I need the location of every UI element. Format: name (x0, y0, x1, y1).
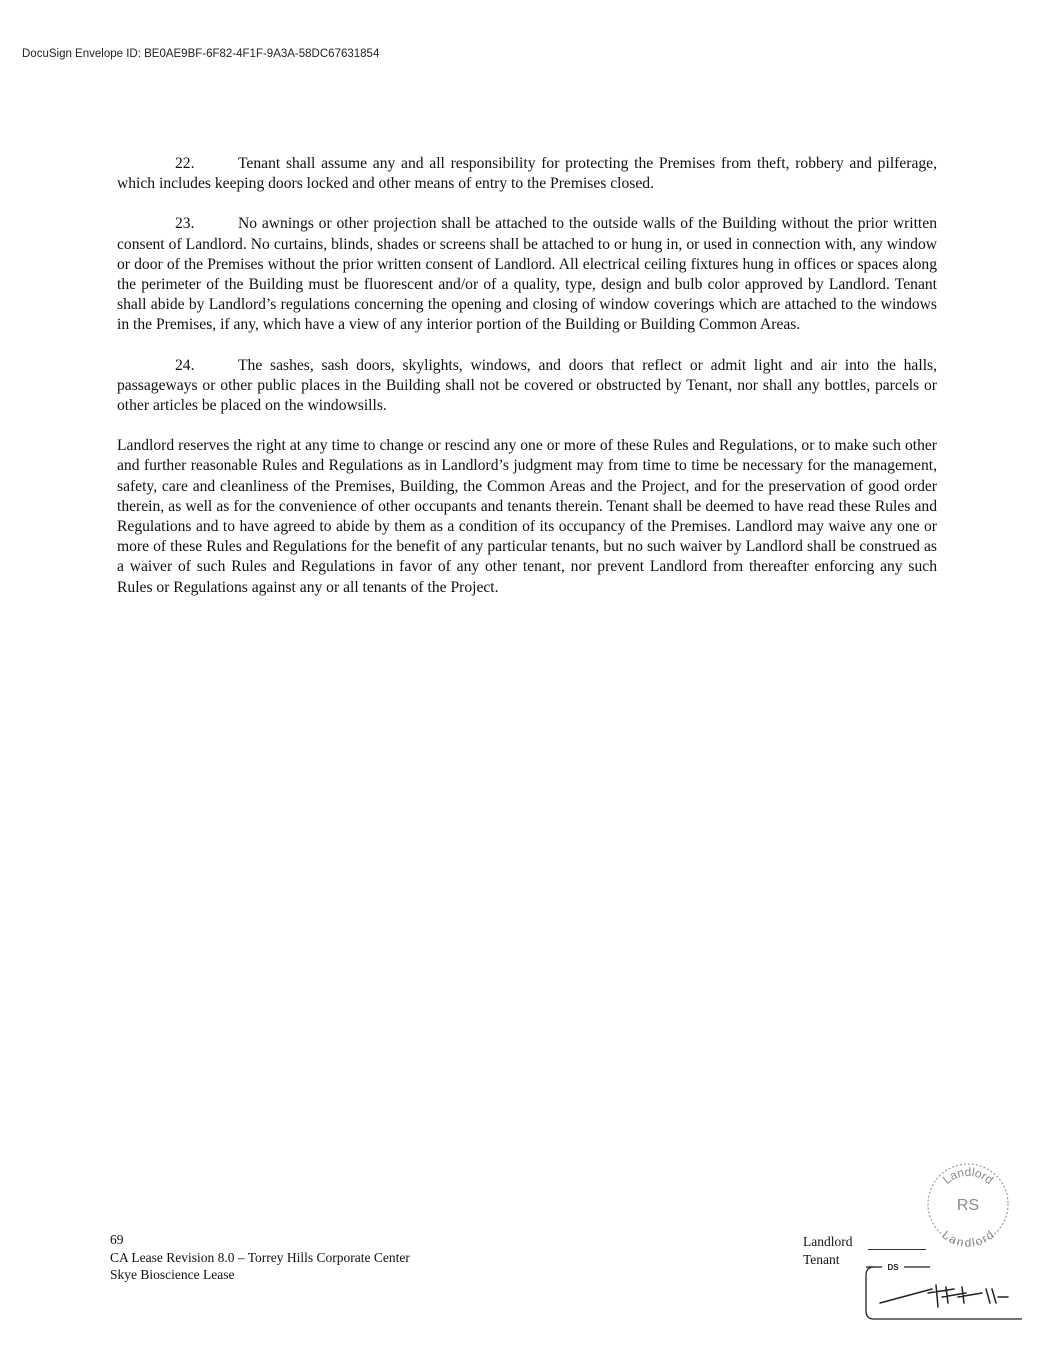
paragraph-number: 24. (175, 356, 195, 374)
page-footer (110, 1231, 410, 1284)
stamp-bottom-text: Landlord (939, 1227, 997, 1248)
landlord-initials-line (868, 1249, 926, 1250)
rule-paragraph-23 (117, 214, 937, 335)
paragraph-text: Tenant shall assume any and all responsibility for protecting the Premises from theft, robbery and pilferage, which includes keeping doors locked and other means of entry to the Premises closed. (117, 155, 937, 193)
closing-paragraph: Landlord reserves the right at any time to change or rescind any one or more of these Rules and Regulations, or to make such other and further reasonable Rules and Regulations as in Landlord’s judgment may from time to time be necessary for the management, safety, care and cleanliness of the Premises, Building, the Common Areas and the Project, and for the preservation of good order therein, as well as for the convenience of other occupants and tenants therein. Tenant shall be deemed to have read these Rules and Regulations and to have agreed to abide by them as a condition of its occupancy of the Premises. Landlord may waive any one or more of these Rules and Regulations for the benefit of any particular tenants, but no such waiver by Landlord shall be construed as a waiver of such Rules and Regulations in favor of any other tenant, nor prevent Landlord from thereafter enforcing any such Rules or Regulations against any or all tenants of the Project. (117, 437, 937, 596)
lease-revision: CA Lease Revision 8.0 – Torrey Hills Corporate Center (110, 1249, 410, 1265)
paragraph-text: No awnings or other projection shall be attached to the outside walls of the Building without the prior written consent of Landlord. No curtains, blinds, shades or screens shall be attached to or hung in, or used in connection with, any window or door of the Premises without the prior written consent of Landlord. All electrical ceiling fixtures hung in offices or spaces along the perimeter of the Building must be fluorescent and/or of a quality, type, design and bulb color approved by Landlord. Tenant shall abide by Landlord’s regulations concerning the opening and closing of window coverings which are attached to the windows in the Premises, if any, which have a view of any interior portion of the Building or Building Common Areas. (117, 215, 937, 334)
document-body (117, 154, 937, 618)
rule-paragraph-22 (117, 154, 937, 194)
ds-label: DS (887, 1263, 899, 1272)
tenant-docusign-initials (862, 1259, 1022, 1321)
lease-name: Skye Bioscience Lease (110, 1267, 235, 1282)
docusign-envelope-id: DocuSign Envelope ID: BE0AE9BF-6F82-4F1F-9A3A-58DC67631854 (22, 48, 380, 60)
tenant-handwritten-initials (880, 1285, 1008, 1307)
landlord-label: Landlord (803, 1234, 853, 1249)
paragraph-text: The sashes, sash doors, skylights, windows, and doors that reflect or admit light and air into the halls, passageways or other public places in the Building shall not be covered or obstructed by Tenant, nor shall any bottles, parcels or other articles be placed on the windowsills. (117, 356, 937, 415)
ds-bracket (866, 1267, 1022, 1319)
landlord-initials-stamp (924, 1160, 1012, 1248)
paragraph-number: 22. (175, 155, 195, 172)
stamp-initials: RS (956, 1197, 980, 1214)
stamp-top-text: Landlord (939, 1164, 997, 1187)
page-number: 69 (110, 1232, 124, 1247)
initials-labels (803, 1233, 853, 1269)
paragraph-number: 23. (175, 215, 195, 233)
rule-paragraph-24 (117, 356, 937, 417)
tenant-label: Tenant (803, 1252, 840, 1267)
